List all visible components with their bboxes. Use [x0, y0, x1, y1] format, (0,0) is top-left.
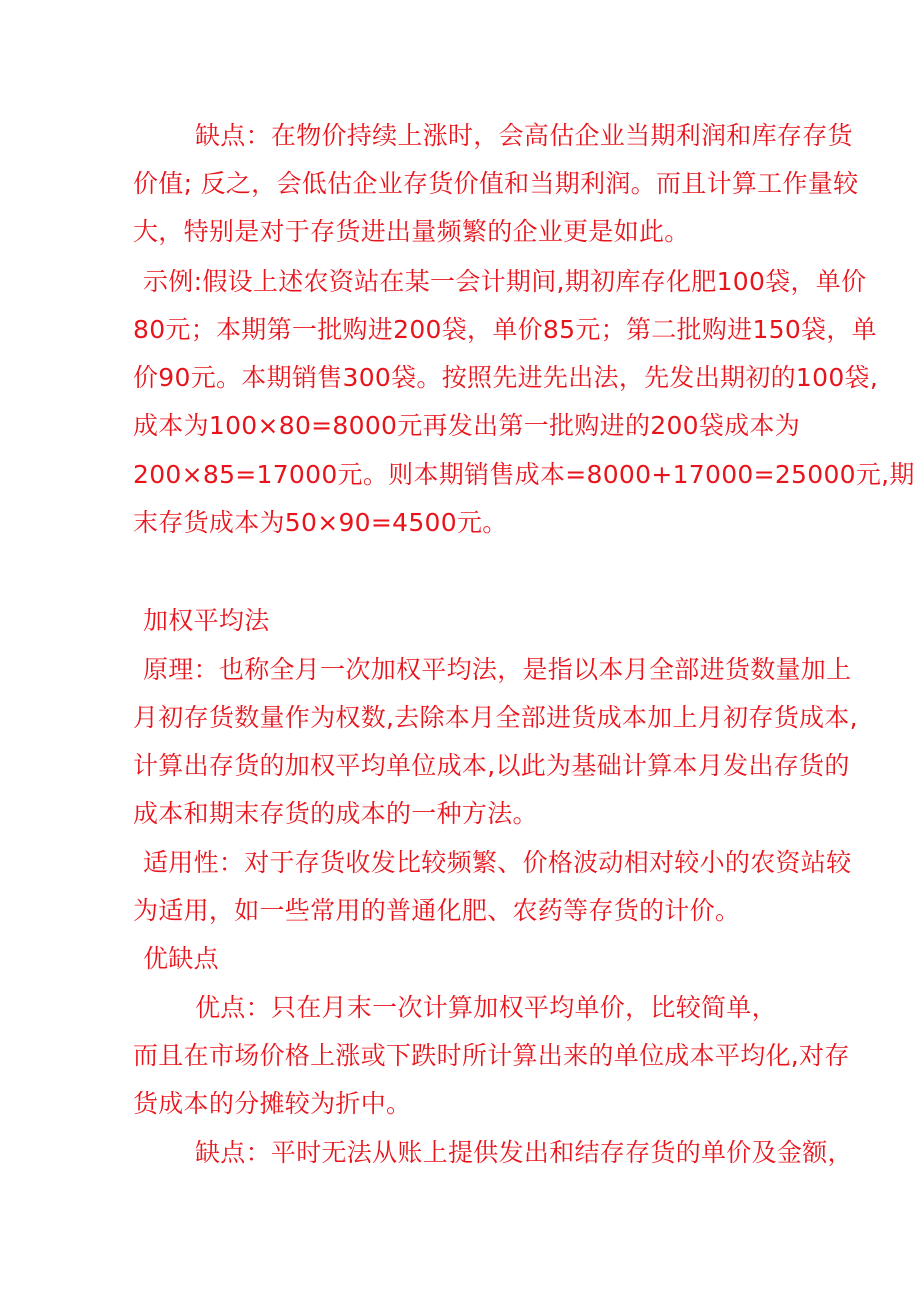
text-line-example-5: 200×85=17000元。则本期销售成本=8000+17000=25000元,期: [133, 460, 915, 489]
text-line-principle-1: 原理：也称全月一次加权平均法，是指以本月全部进货数量加上: [143, 655, 852, 684]
text-line-advantage-1: 优点：只在月末一次计算加权平均单价，比较简单，: [195, 993, 777, 1022]
text-line-example-1: 示例:假设上述农资站在某一会计期间,期初库存化肥100袋，单价: [143, 267, 867, 296]
section-heading-weighted-average: 加权平均法: [143, 606, 270, 635]
text-line-principle-4: 成本和期末存货的成本的一种方法。: [133, 799, 538, 828]
text-line-advantage-3: 货成本的分摊较为折中。: [133, 1089, 412, 1118]
text-line-principle-3: 计算出存货的加权平均单位成本,以此为基础计算本月发出存货的: [133, 751, 850, 780]
text-line-example-2: 80元；本期第一批购进200袋，单价85元；第二批购进150袋，单: [133, 315, 877, 344]
text-line-advantage-2: 而且在市场价格上涨或下跌时所计算出来的单位成本平均化,对存: [133, 1041, 850, 1070]
text-line-example-4: 成本为100×80=8000元再发出第一批购进的200袋成本为: [133, 411, 801, 440]
text-line-drawback-3: 大，特别是对于存货进出量频繁的企业更是如此。: [133, 217, 690, 246]
text-line-applicability-1: 适用性：对于存货收发比较频繁、价格波动相对较小的农资站较: [143, 848, 852, 877]
text-line-drawback-1: 缺点：在物价持续上涨时，会高估企业当期利润和库存存货: [195, 121, 853, 150]
text-line-principle-2: 月初存货数量作为权数,去除本月全部进货成本加上月初存货成本,: [133, 703, 858, 732]
text-line-example-3: 价90元。本期销售300袋。按照先进先出法，先发出期初的100袋,: [133, 363, 879, 392]
section-heading-pros-cons: 优缺点: [143, 944, 219, 973]
text-line-applicability-2: 为适用，如一些常用的普通化肥、农药等存货的计价。: [133, 896, 741, 925]
text-line-drawback-2: 价值; 反之，会低估企业存货价值和当期利润。而且计算工作量较: [133, 169, 859, 198]
text-line-example-6: 末存货成本为50×90=4500元。: [133, 508, 508, 537]
text-line-disadvantage-1: 缺点：平时无法从账上提供发出和结存存货的单价及金额，: [195, 1138, 853, 1167]
